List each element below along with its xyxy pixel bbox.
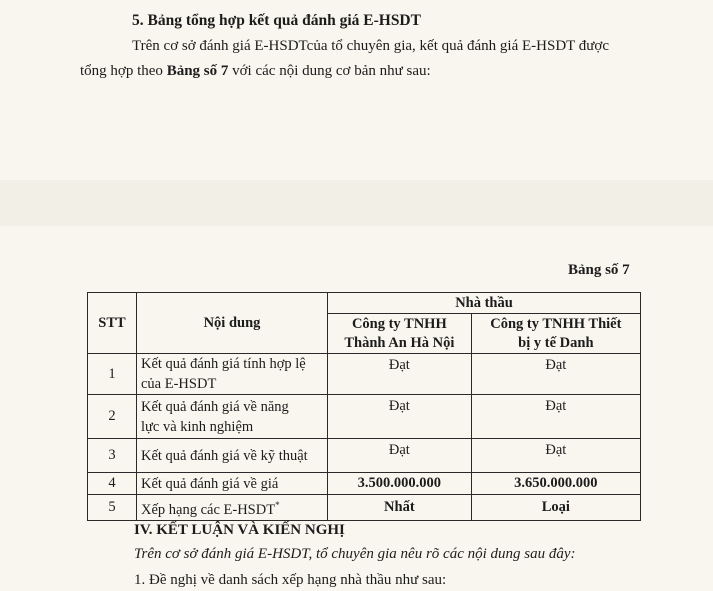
- table-header-row: [88, 293, 641, 314]
- section-4-title: IV. KẾT LUẬN VÀ KIẾN NGHỊ: [134, 522, 345, 538]
- row-content: [137, 395, 328, 439]
- table-row: [88, 439, 641, 473]
- row-bidder-1-value: Đạt: [328, 439, 472, 473]
- row-bidder-1-value: Nhất: [328, 495, 472, 521]
- header-bidders-group: Nhà thầu: [328, 293, 641, 314]
- header-bidder-2: [471, 314, 640, 354]
- row-content-line2: của E-HSDT: [141, 376, 217, 392]
- row-bidder-2-value: Đạt: [471, 439, 640, 473]
- header-bidder-2-line2: bị y tế Danh: [518, 334, 594, 351]
- table-number-label: Bảng số 7: [568, 262, 630, 278]
- row-content: [137, 354, 328, 395]
- row-content: Kết quả đánh giá về kỹ thuật: [137, 439, 328, 473]
- row-bidder-1-value: 3.500.000.000: [328, 473, 472, 495]
- row-stt: 3: [88, 439, 137, 473]
- section-5-paragraph-line1: Trên cơ sở đánh giá E-HSDTcủa tổ chuyên gia, kết quả đánh giá E-HSDT được: [132, 38, 610, 54]
- header-bidder-1-line1: Công ty TNHH: [351, 315, 447, 332]
- header-bidder-2-line1: Công ty TNHH Thiết: [490, 315, 622, 332]
- table-row: [88, 354, 641, 395]
- header-stt: STT: [88, 293, 137, 354]
- row-bidder-1-value: Đạt: [328, 395, 472, 439]
- row-content-line1: Kết quả đánh giá tính hợp lệ: [141, 356, 306, 372]
- footnote-mark: *: [275, 500, 280, 510]
- paragraph-text: tổng hợp theo: [80, 63, 167, 79]
- row-bidder-2-value: Đạt: [471, 354, 640, 395]
- table-reference: Bảng số 7: [166, 63, 229, 79]
- row-bidder-2-value: Loại: [471, 495, 640, 521]
- row-stt: 5: [88, 495, 137, 521]
- row-stt: 4: [88, 473, 137, 495]
- row-bidder-2-value: Đạt: [471, 395, 640, 439]
- section-4-intro: Trên cơ sở đánh giá E-HSDT, tổ chuyên gia nêu rõ các nội dung sau đây:: [134, 546, 576, 562]
- page-break-band: [0, 180, 713, 226]
- row-bidder-2-value: 3.650.000.000: [471, 473, 640, 495]
- header-bidder-1: [328, 314, 472, 354]
- section-5-title: 5. Bảng tổng hợp kết quả đánh giá E-HSDT: [132, 12, 421, 29]
- row-content: Kết quả đánh giá về giá: [137, 473, 328, 495]
- row-content: [137, 495, 328, 521]
- row-content-line2: lực và kinh nghiệm: [141, 418, 254, 435]
- row-content-text: Xếp hạng các E-HSDT: [141, 501, 276, 518]
- row-stt: 2: [88, 395, 137, 439]
- header-content: Nội dung: [137, 293, 328, 354]
- row-stt: 1: [88, 354, 137, 395]
- table-row: [88, 495, 641, 521]
- row-content-line1: Kết quả đánh giá về năng: [141, 398, 289, 415]
- paragraph-text: với các nội dung cơ bản như sau:: [228, 63, 431, 79]
- table-row: [88, 395, 641, 439]
- evaluation-results-table: [87, 292, 641, 521]
- section-4-item-1: 1. Đề nghị về danh sách xếp hạng nhà thầu như sau:: [134, 572, 447, 588]
- section-5-paragraph-line2: [80, 63, 431, 80]
- row-bidder-1-value: Đạt: [328, 354, 472, 395]
- header-bidder-1-line2: Thành An Hà Nội: [344, 334, 455, 351]
- table-row: [88, 473, 641, 495]
